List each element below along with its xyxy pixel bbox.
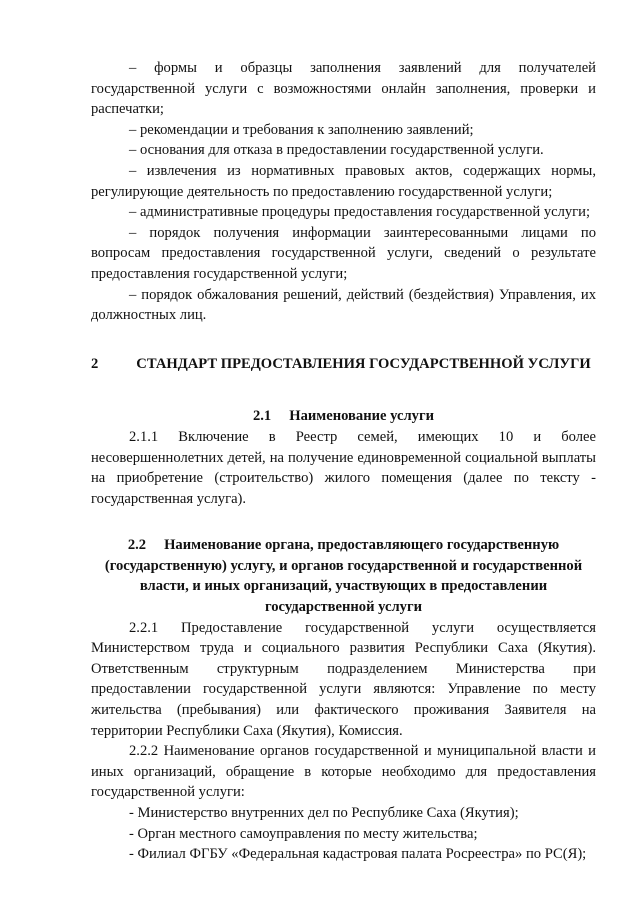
subsection-number: 2.2 [127,537,147,554]
list-item: – порядок обжалования решений, действий (бездействия) Управления, их должностных лиц. [91,286,596,324]
subsection-heading [91,535,596,617]
paragraph: 2.1.1 Включение в Реестр семей, имеющих 10 и более несовершеннолетних детей, на получение единовременной социальной выплаты на приобретение (строительство) жилого помещения (далее по тексту - государственная услуга). [91,428,596,507]
section-number: 2 [91,355,99,372]
list-item: – порядок получения информации заинтересованными лицами по вопросам предоставления государственной услуги, сведений о результате предоставления государственной услуги; [91,224,596,282]
list-item: – административные процедуры предоставления государственной услуги; [129,204,591,221]
list-item: - Филиал ФГБУ «Федеральная кадастровая палата Росреестра» по РС(Я); [129,846,587,863]
subsection-title: Наименование услуги [289,408,435,425]
section-heading [91,354,596,375]
subsection-title: Наименование органа, предоставляющего государственную (государственную) услугу, и органов государственной и государственной власти, и иных организаций, участвующих в предоставлении государственной услуги [104,537,583,616]
list-item: – формы и образцы заполнения заявлений для получателей государственной услуги с возможностями онлайн заполнения, проверки и распечатки; [91,60,596,118]
subsection-number: 2.1 [252,408,272,425]
list-item: – рекомендации и требования к заполнению заявлений; [129,121,474,138]
paragraph: 2.2.1 Предоставление государственной услуги осуществляется Министерством труда и социального развития Республики Саха (Якутия). Ответственным структурным подразделением Министерства при предоставлении государственной услуги являются: Управление по месту жительства (пребывания) или фактического проживания Заявителя на территории Республики Саха (Якутия), Комиссия. [91,619,596,739]
paragraph: 2.2.2 Наименование органов государственной и муниципальной власти и иных организаций, обращение в которые необходимо для предоставления государственной услуги: [91,743,596,801]
list-item: - Министерство внутренних дел по Республике Саха (Якутия); [129,805,519,821]
document-page [91,58,596,865]
list-item: – основания для отказа в предоставлении государственной услуги. [129,142,544,159]
section-title: СТАНДАРТ ПРЕДОСТАВЛЕНИЯ ГОСУДАРСТВЕННОЙ УСЛУГИ [136,355,591,372]
list-item: – извлечения из нормативных правовых актов, содержащих нормы, регулирующие деятельность по предоставлению государственной услуги; [91,162,596,200]
subsection-heading [91,406,596,427]
list-item: - Орган местного самоуправления по месту жительства; [129,825,478,842]
